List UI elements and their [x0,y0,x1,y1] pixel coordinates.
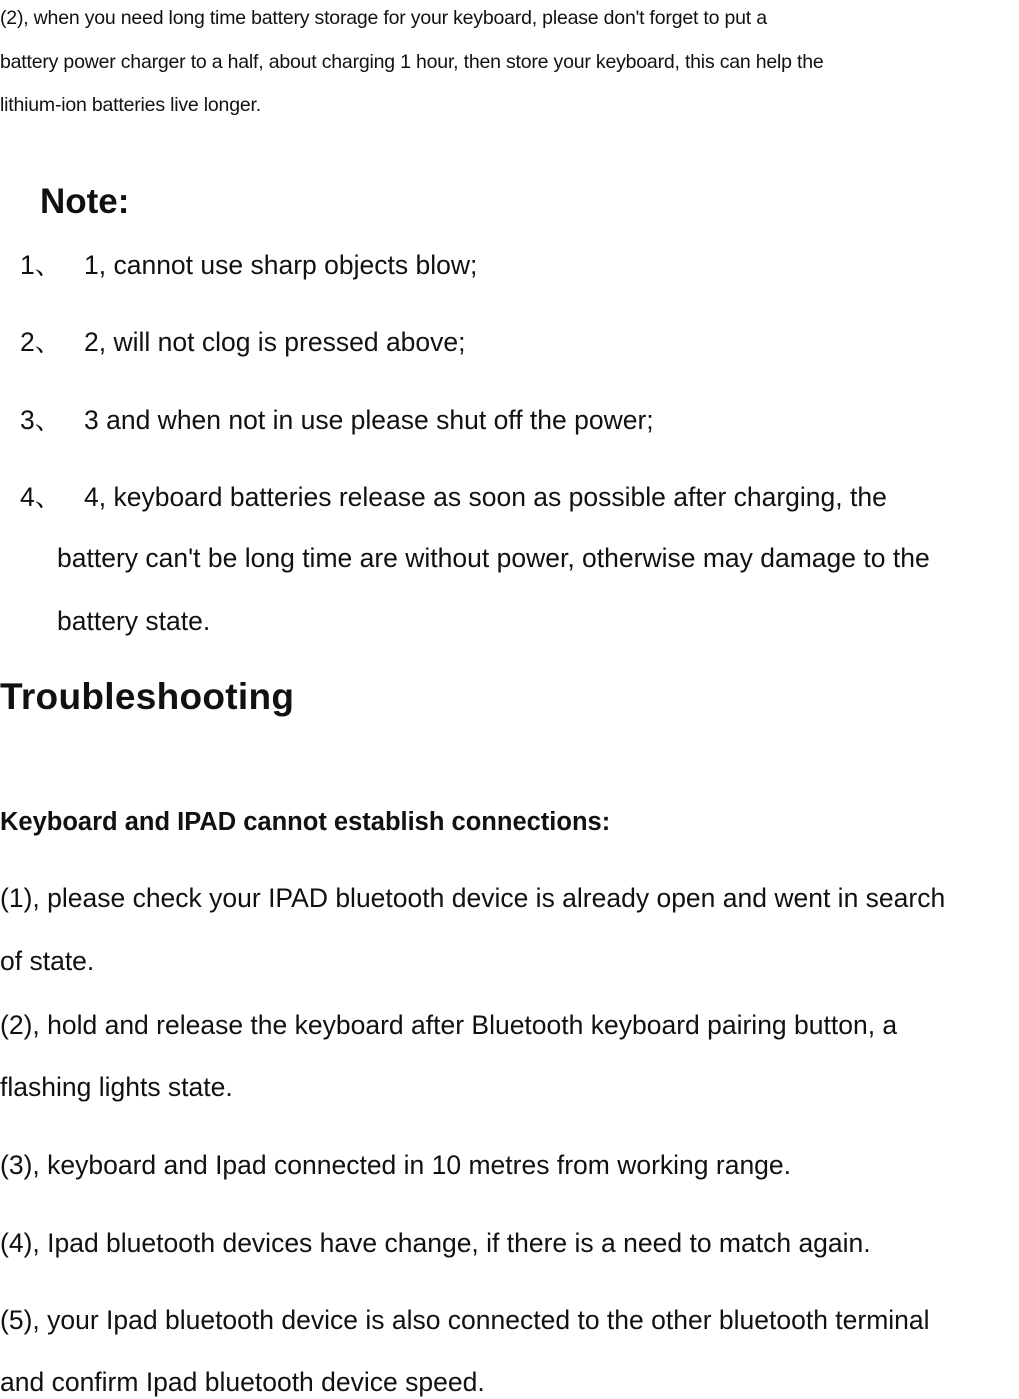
note-item [20,466,887,528]
note-item-number: 1、 [20,250,62,280]
step-line: (3), keyboard and Ipad connected in 10 metres from working range. [0,1150,792,1180]
step-line: (2), hold and release the keyboard after Bluetooth keyboard pairing button, a [0,1010,898,1040]
intro-line: battery power charger to a half, about charging 1 hour, then store your keyboard, this can help the [0,50,824,73]
step-line: (5), your Ipad bluetooth device is also connected to the other bluetooth terminal [0,1305,930,1335]
note-item-number: 2、 [20,327,62,357]
note-item-number: 3、 [20,405,62,435]
note-item-continuation: battery can't be long time are without power, otherwise may damage to the [57,543,930,573]
step-line: flashing lights state. [0,1072,233,1102]
troubleshooting-heading: Troubleshooting [0,676,295,717]
note-item [20,389,654,451]
step-line: of state. [0,946,95,976]
note-item-text: 1, cannot use sharp objects blow; [84,250,478,280]
step-line: and confirm Ipad bluetooth device speed. [0,1367,485,1397]
intro-line: (2), when you need long time battery storage for your keyboard, please don't forget to put a [0,7,767,29]
intro-paragraph [0,0,1019,128]
step-line: (1), please check your IPAD bluetooth device is already open and went in search [0,883,946,913]
note-item-continuation: battery state. [57,606,211,636]
intro-line: lithium-ion batteries live longer. [0,94,261,116]
step-line: (4), Ipad bluetooth devices have change, if there is a need to match again. [0,1228,871,1258]
troubleshooting-subheading: Keyboard and IPAD cannot establish connections: [0,808,611,836]
note-item-number: 4、 [20,482,62,512]
note-item [20,234,477,296]
note-item-text: 4, keyboard batteries release as soon as possible after charging, the [84,482,887,512]
note-item-text: 3 and when not in use please shut off the power; [84,405,654,435]
note-item [20,311,466,373]
note-heading: Note: [40,182,130,221]
note-item-text: 2, will not clog is pressed above; [84,327,466,357]
